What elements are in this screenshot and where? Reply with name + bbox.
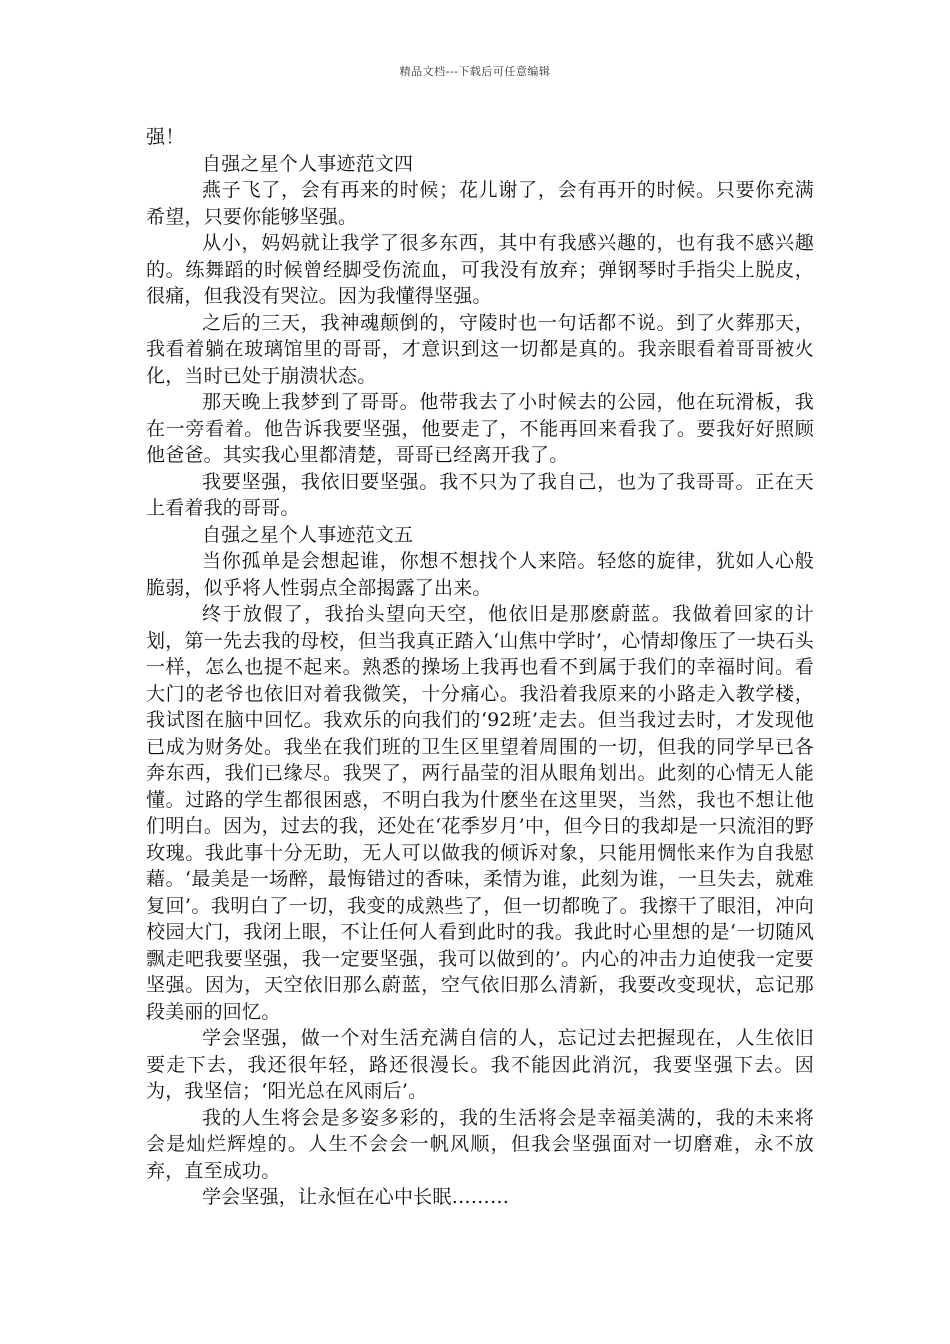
paragraph: 学会坚强，让永恒在心中长眠………	[202, 1186, 510, 1208]
paragraph: 学会坚强，做一个对生活充满自信的人，忘记过去把握现在，人生依旧要走下去，我还很年轻，路还很漫长。我不能因此消沉，我要坚强下去。因为，我坚信；‘阳光总在风雨后’。	[146, 1027, 814, 1102]
paragraph: 当你孤单是会想起谁，你想不想找个人来陪。轻悠的旋律，犹如人心般脆弱，似乎将人性弱点全部揭露了出来。	[146, 550, 814, 599]
paragraph: 我的人生将会是多姿多彩的，我的生活将会是幸福美满的，我的未来将会是灿烂辉煌的。人生不会会一帆风顺，但我会坚强面对一切磨难，永不放弃，直至成功。	[146, 1106, 814, 1182]
paragraph: 从小，妈妈就让我学了很多东西，其中有我感兴趣的，也有我不感兴趣的。练舞蹈的时候曾经脚受伤流血，可我没有放弃；弹钢琴时手指尖上脱皮，很痛，但我没有哭泣。因为我懂得坚强。	[146, 232, 814, 307]
page-header: 精品文档---下载后可任意编辑	[399, 65, 551, 78]
section-heading: 自强之星个人事迹范文四	[202, 152, 414, 175]
paragraph: 燕子飞了，会有再来的时候；花儿谢了，会有再开的时候。只要你充满希望，只要你能够坚强。	[146, 179, 814, 228]
paragraph: 那天晚上我梦到了哥哥。他带我去了小时候去的公园，他在玩滑板，我在一旁看着。他告诉我要坚强，他要走了，不能再回来看我了。要我好好照顾他爸爸。其实我心里都清楚，哥哥已经离开我了。	[146, 391, 814, 466]
paragraph: 我要坚强，我依旧要坚强。我不只为了我自己，也为了我哥哥。正在天上看着我的哥哥。	[146, 470, 814, 519]
paragraph: 强！	[146, 126, 185, 148]
section-heading: 自强之星个人事迹范文五	[202, 523, 414, 546]
document-body	[146, 124, 814, 1211]
paragraph: 之后的三天，我神魂颠倒的，守陵时也一句话都不说。到了火葬那天，我看着躺在玻璃馆里的哥哥，才意识到这一切都是真的。我亲眼看着哥哥被火化，当时已处于崩溃状态。	[146, 311, 814, 387]
paragraph: 终于放假了，我抬头望向天空，他依旧是那麽蔚蓝。我做着回家的计划，第一先去我的母校，但当我真正踏入‘山焦中学时’，心情却像压了一块石头一样，怎么也提不起来。熟悉的操场上我再也看不到属于我们的幸福时间。看大门的老爷也依旧对着我微笑，十分痛心。我沿着我原来的小路走入教学楼，我试图在脑中回忆。我欢乐的向我们的‘92班’走去。但当我过去时，才发现他已成为财务处。我坐在我们班的卫生区里望着周围的一切，但我的同学早已各奔东西，我们已缘尽。我哭了，两行晶莹的泪从眼角划出。此刻的心情无人能懂。过路的学生都很困惑，不明白我为什麽坐在这里哭，当然，我也不想让他们明白。因为，过去的我，还处在‘花季岁月’中，但今日的我却是一只流泪的野玫瑰。我此事十分无助，无人可以做我的倾诉对象，只能用惆怅来作为自我慰藉。‘最美是一场醉，最悔错过的香味，柔情为谁，此刻为谁，一旦失去，就难复回’。我明白了一切，我变的成熟些了，但一切都晚了。我擦干了眼泪，冲向校园大门，我闭上眼，不让任何人看到此时的我。我此时心里想的是‘一切随风飘走吧我要坚强，我一定要坚强，我可以做到的’。内心的冲击力迫使我一定要坚强。因为，天空依旧那么蔚蓝，空气依旧那么清新，我要改变现状，忘记那段美丽的回忆。	[146, 603, 814, 1023]
